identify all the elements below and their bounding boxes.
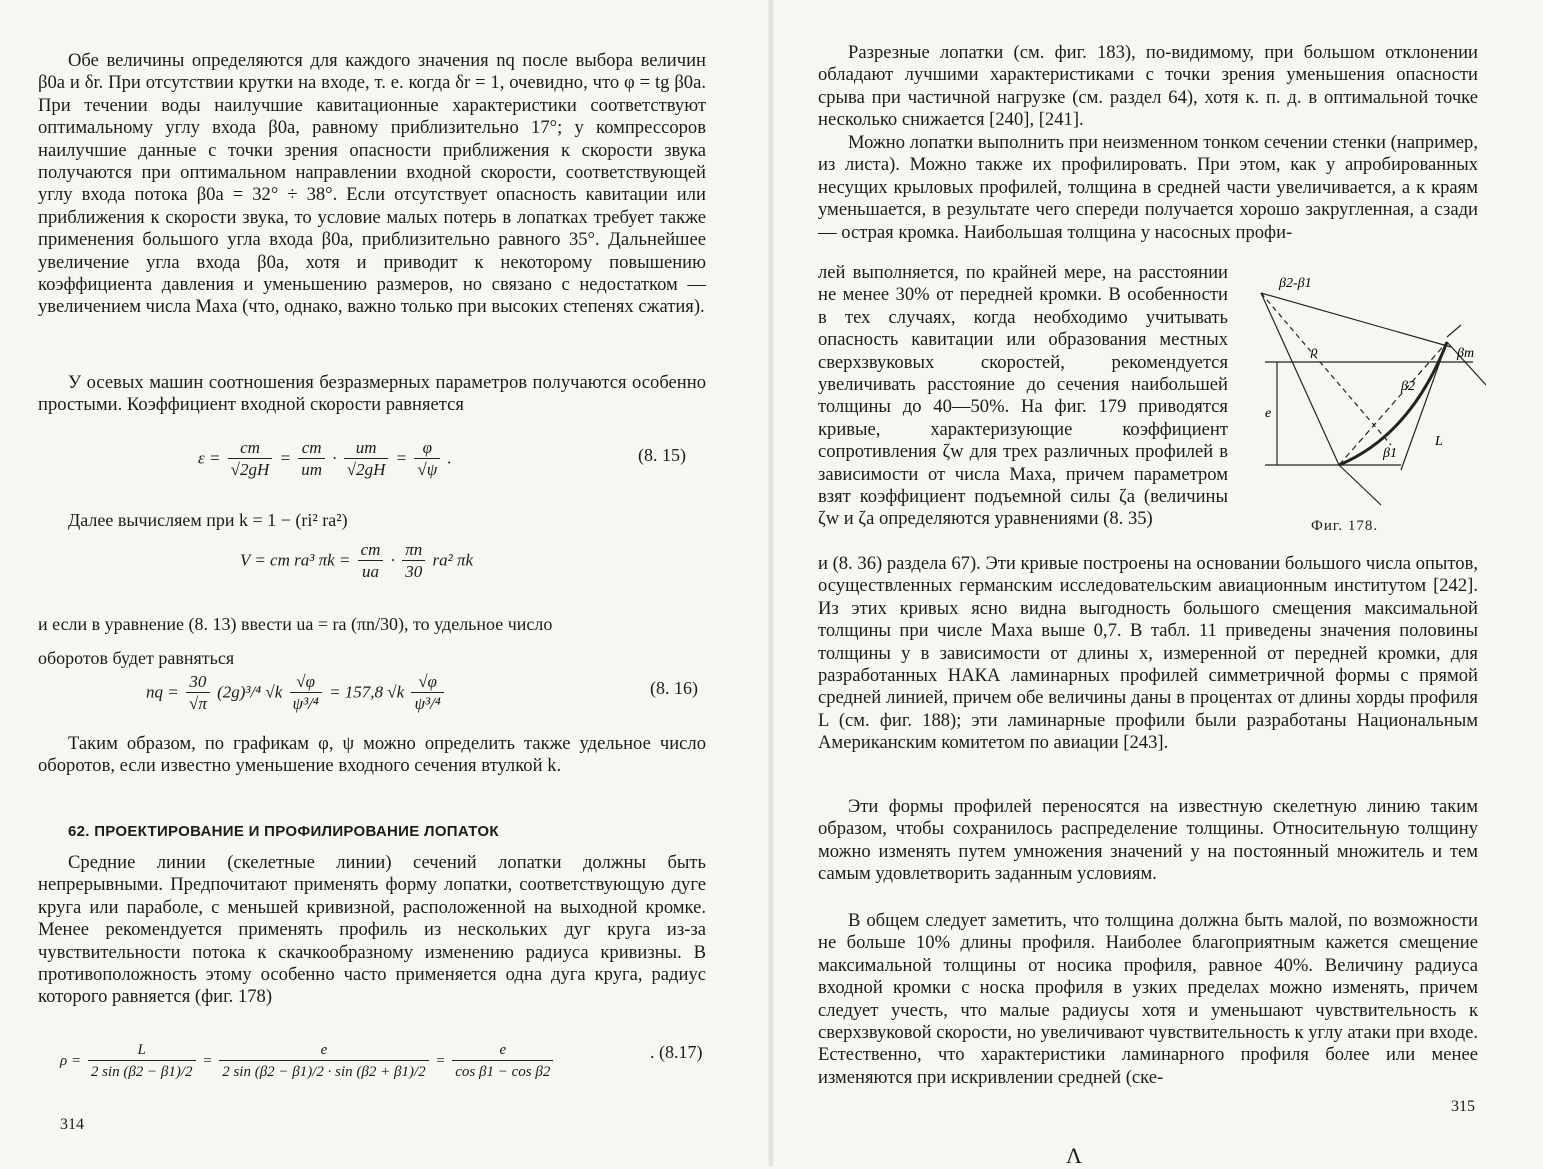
fig-label-beta-2: β2 bbox=[1401, 379, 1415, 394]
fig-arrow bbox=[1447, 325, 1461, 337]
left-para-4-text: Средние линии (скелетные линии) сечений лопатки должны быть непрерывными. Предпочитают применять форму лопатки, соответствующую дуге круга или параболе, с меньшей кривизной, расположенной на выходной кромке. Менее рекомендуется применять профиль из нескольких дуг круга из-за чувствительности потока к скачкообразному изменению радиуса кривизны. В противоположность этому особенно часто применяется одна дуга круга, радиус которого равняется (фиг. 178) bbox=[38, 852, 706, 1008]
eqv-tail: ra² πk bbox=[432, 550, 474, 570]
eq15-frac1-num: cm bbox=[228, 438, 273, 459]
right-page bbox=[771, 0, 1543, 1166]
fig-rho-line bbox=[1261, 293, 1391, 445]
eq17-frac1-num: L bbox=[88, 1040, 196, 1061]
eq15-equals-2: = bbox=[395, 448, 408, 468]
eq17-frac2 bbox=[219, 1040, 428, 1083]
right-para-2-top-text: Можно лопатки выполнить при неизменном тонком сечении стенки (например, из листа). Можно также их профилировать. При этом, как у апробированных несущих крыловых профилей, толщина в средней части увеличивается, а к краям уменьшается, в результате чего спереди получается хорошо закругленная, а сзади — острая кромка. Наибольшая толщина у насосных профи- bbox=[818, 132, 1478, 243]
eq16-frac2-num: √φ bbox=[290, 672, 322, 693]
eqv-lhs: V = cm ra³ πk = bbox=[240, 550, 351, 570]
eq16-frac2-den: ψ³/⁴ bbox=[292, 694, 319, 713]
eq16-frac1-num: 30 bbox=[186, 672, 210, 693]
eq17-number: . (8.17) bbox=[650, 1042, 703, 1062]
eq16-frac1 bbox=[186, 672, 210, 715]
right-para-2-wrap-text: лей выполняется, по крайней мере, на расстоянии не менее 30% от передней кромки. В особенности в тех случаях, когда необходимо учитывать опасность кавитации или образования местных сверхзвуковых скоростей, рекомендуется увеличивать расстояние до сечения наибольшей толщины до 40—50%. На фиг. 179 приводятся кривые, характеризующие коэффициент сопротивления ζw для трех различных профилей в зависимости от числа Маха, причем параметром взят коэффициент подъемной силы ζa (величины ζw и ζa определяются уравнениями (8. 35) bbox=[818, 262, 1228, 530]
line-if: и если в уравнение (8. 13) ввести ua = ra (πn/30), то удельное число bbox=[38, 614, 553, 634]
left-para-4 bbox=[38, 852, 706, 1009]
page-number-left: 314 bbox=[60, 1116, 84, 1133]
eq15-lhs: ε = bbox=[198, 448, 221, 468]
eq17-frac2-den: 2 sin (β2 − β1)/2 · sin (β2 + β1)/2 bbox=[222, 1064, 426, 1080]
right-para-2-top bbox=[818, 132, 1478, 244]
fig-label-beta-m: βm bbox=[1457, 346, 1475, 361]
left-para-2-text: У осевых машин соотношения безразмерных параметров получаются особенно простыми. Коэффициент входной скорости равняется bbox=[38, 372, 706, 416]
eqv-frac1-num: cm bbox=[358, 540, 384, 561]
eq17-frac3-den: cos β1 − cos β2 bbox=[455, 1064, 551, 1080]
right-para-1-text: Разрезные лопатки (см. фиг. 183), по-видимому, при большом отклонении обладают лучшими характеристиками с точки зрения уменьшения опасности срыва при частичной нагрузке (см. раздел 64), хотя к. п. д. в оптимальной точке несколько снижается [240], [241]. bbox=[818, 42, 1478, 131]
eq16-mid: (2g)³/⁴ √k bbox=[217, 682, 283, 702]
eq15-frac2-den: um bbox=[301, 460, 323, 479]
fig-label-rho: ρ bbox=[1311, 344, 1318, 359]
right-para-2-wrap bbox=[818, 262, 1228, 531]
eq15-frac1-den: √2gH bbox=[230, 460, 270, 479]
eq15-frac3 bbox=[344, 438, 389, 481]
eqv-frac2 bbox=[402, 540, 425, 583]
equation-8-15 bbox=[198, 438, 452, 481]
fig-tangent-bottom bbox=[1339, 465, 1381, 505]
eq16-frac1-den: √π bbox=[188, 694, 207, 713]
right-para-1 bbox=[818, 42, 1478, 132]
eq15-frac4-num: φ bbox=[414, 438, 440, 459]
fig-label-beta-diff: β2-β1 bbox=[1279, 276, 1312, 291]
right-para-2-rest bbox=[818, 553, 1478, 755]
fig-label-beta-1: β1 bbox=[1383, 446, 1397, 461]
eq16-frac3-den: ψ³/⁴ bbox=[414, 694, 441, 713]
eq15-frac3-num: um bbox=[344, 438, 389, 459]
fig-line-top bbox=[1261, 293, 1451, 347]
right-para-3 bbox=[818, 796, 1478, 886]
eq17-equals-1: = bbox=[202, 1052, 213, 1069]
eq15-frac2 bbox=[298, 438, 325, 481]
eq15-frac1 bbox=[228, 438, 273, 481]
eq17-frac1-den: 2 sin (β2 − β1)/2 bbox=[90, 1064, 193, 1080]
eq15-end: . bbox=[447, 448, 452, 468]
figure-178 bbox=[1251, 265, 1486, 510]
eq17-equals-2: = bbox=[435, 1052, 446, 1069]
eq17-lhs: ρ = bbox=[60, 1052, 82, 1069]
equation-8-17 bbox=[60, 1040, 556, 1083]
right-para-4 bbox=[818, 910, 1478, 1089]
left-para-1 bbox=[38, 50, 706, 319]
eq16-number: (8. 16) bbox=[650, 678, 698, 698]
page-number-right: 315 bbox=[1451, 1098, 1475, 1115]
line-turns: оборотов будет равняться bbox=[38, 648, 235, 668]
left-page bbox=[0, 0, 771, 1166]
eq17-frac1 bbox=[88, 1040, 196, 1083]
fig-label-e: e bbox=[1265, 406, 1272, 421]
eq16-frac3 bbox=[411, 672, 443, 715]
eq16-frac2 bbox=[290, 672, 322, 715]
eq15-frac3-den: √2gH bbox=[346, 460, 386, 479]
figure-caption: Фиг. 178. bbox=[1311, 518, 1379, 534]
eq15-frac4 bbox=[414, 438, 440, 481]
further-line: Далее вычисляем при k = 1 − (ri² ra²) bbox=[68, 510, 348, 530]
bottom-mark: Λ bbox=[1066, 1143, 1082, 1168]
eq15-number: (8. 15) bbox=[638, 445, 686, 465]
left-para-1-text: Обе величины определяются для каждого значения nq после выбора величин β0a и δr. При отсутствии крутки на входе, т. е. когда δr = 1, очевидно, что φ = tg β0a. При течении воды наилучшие кавитационные характеристики соответствуют оптимальному углу входа β0a, равному приблизительно 17°; у компрессоров наилучшие данные с точки зрения опасности приближения к скорости звука получаются при оптимальном направлении входной скорости, соответствующей углу входа потока β0a = 32° ÷ 38°. Если отсутствует опасность кавитации или приближения к скорости звука, то условие малых потерь в лопатках требует также применения большого угла входа β0a, приблизительно равного 35°. Дальнейшее увеличение угла входа β0a, хотя и приводит к некоторому повышению коэффициента давления и уменьшению размеров, но связано с недостатком — увеличением числа Маха (что, однако, важно только при высоких степенях сжатия). bbox=[38, 50, 706, 318]
eq15-equals: = bbox=[279, 448, 292, 468]
eqv-frac1 bbox=[358, 540, 384, 583]
section-title: 62. ПРОЕКТИРОВАНИЕ И ПРОФИЛИРОВАНИЕ ЛОПАТОК bbox=[68, 823, 499, 840]
left-para-3-text: Таким образом, по графикам φ, ψ можно определить также удельное число оборотов, если известно уменьшение входного сечения втулкой k. bbox=[38, 733, 706, 777]
right-para-3-text: Эти формы профилей переносятся на известную скелетную линию таким образом, чтобы сохранилось распределение толщины. Относительную толщину можно изменять путем умножения значений y на постоянный множитель и тем самым удовлетворить заданным условиям. bbox=[818, 796, 1478, 885]
eq15-frac2-num: cm bbox=[298, 438, 325, 459]
fig-label-L: L bbox=[1435, 434, 1443, 449]
eq16-equals: = 157,8 √k bbox=[329, 682, 405, 702]
right-para-4-text: В общем следует заметить, что толщина должна быть малой, по возможности не больше 10% длины профиля. Наиболее благоприятным кажется смещение максимальной толщины от носика профиля, равное 40%. Величину радиуса входной кромки с носка профиля в узких пределах можно изменять, причем следует учесть, что малые радиусы хотя и уменьшают чувствительность к сверхзвуковой скорости, но увеличивают чувствительность к углу атаки при входе. Естественно, что характеристики ламинарного профиля более или менее изменяются при искривлении средней (ске- bbox=[818, 910, 1478, 1088]
left-para-2 bbox=[38, 372, 706, 417]
equation-v bbox=[240, 540, 473, 583]
fig-tangent-top bbox=[1401, 342, 1447, 470]
eqv-dot: · bbox=[390, 550, 395, 570]
eq15-frac4-den: √ψ bbox=[417, 460, 438, 479]
eq17-frac2-num: e bbox=[219, 1040, 428, 1061]
eq15-dot: · bbox=[332, 448, 337, 468]
eqv-frac2-num: πn bbox=[402, 540, 425, 561]
eqv-frac1-den: ua bbox=[362, 562, 380, 581]
eq17-frac3 bbox=[452, 1040, 553, 1083]
eq17-frac3-num: e bbox=[452, 1040, 553, 1061]
left-para-3 bbox=[38, 733, 706, 778]
eq16-lhs: nq = bbox=[146, 682, 179, 702]
eq16-frac3-num: √φ bbox=[411, 672, 443, 693]
eqv-frac2-den: 30 bbox=[405, 562, 423, 581]
equation-8-16 bbox=[146, 672, 447, 715]
right-para-2-rest-text: и (8. 36) раздела 67). Эти кривые построены на основании большого числа опытов, осуществленных германским исследовательским авиационным институтом [242]. Из этих кривых ясно видна выгодность большого смещения максимальной толщины при числе Маха выше 0,7. В табл. 11 приведены значения половины толщины y в зависимости от длины x, измеренной от передней кромки, для разработанных НАКА ламинарных профилей симметричной формы с прямой средней линией, причем обе величины даны в процентах от длины хорды профиля L (см. фиг. 188); эти ламинарные профили были разработаны Национальным Американским комитетом по авиации [243]. bbox=[818, 553, 1478, 754]
fig-line-left bbox=[1261, 293, 1339, 465]
